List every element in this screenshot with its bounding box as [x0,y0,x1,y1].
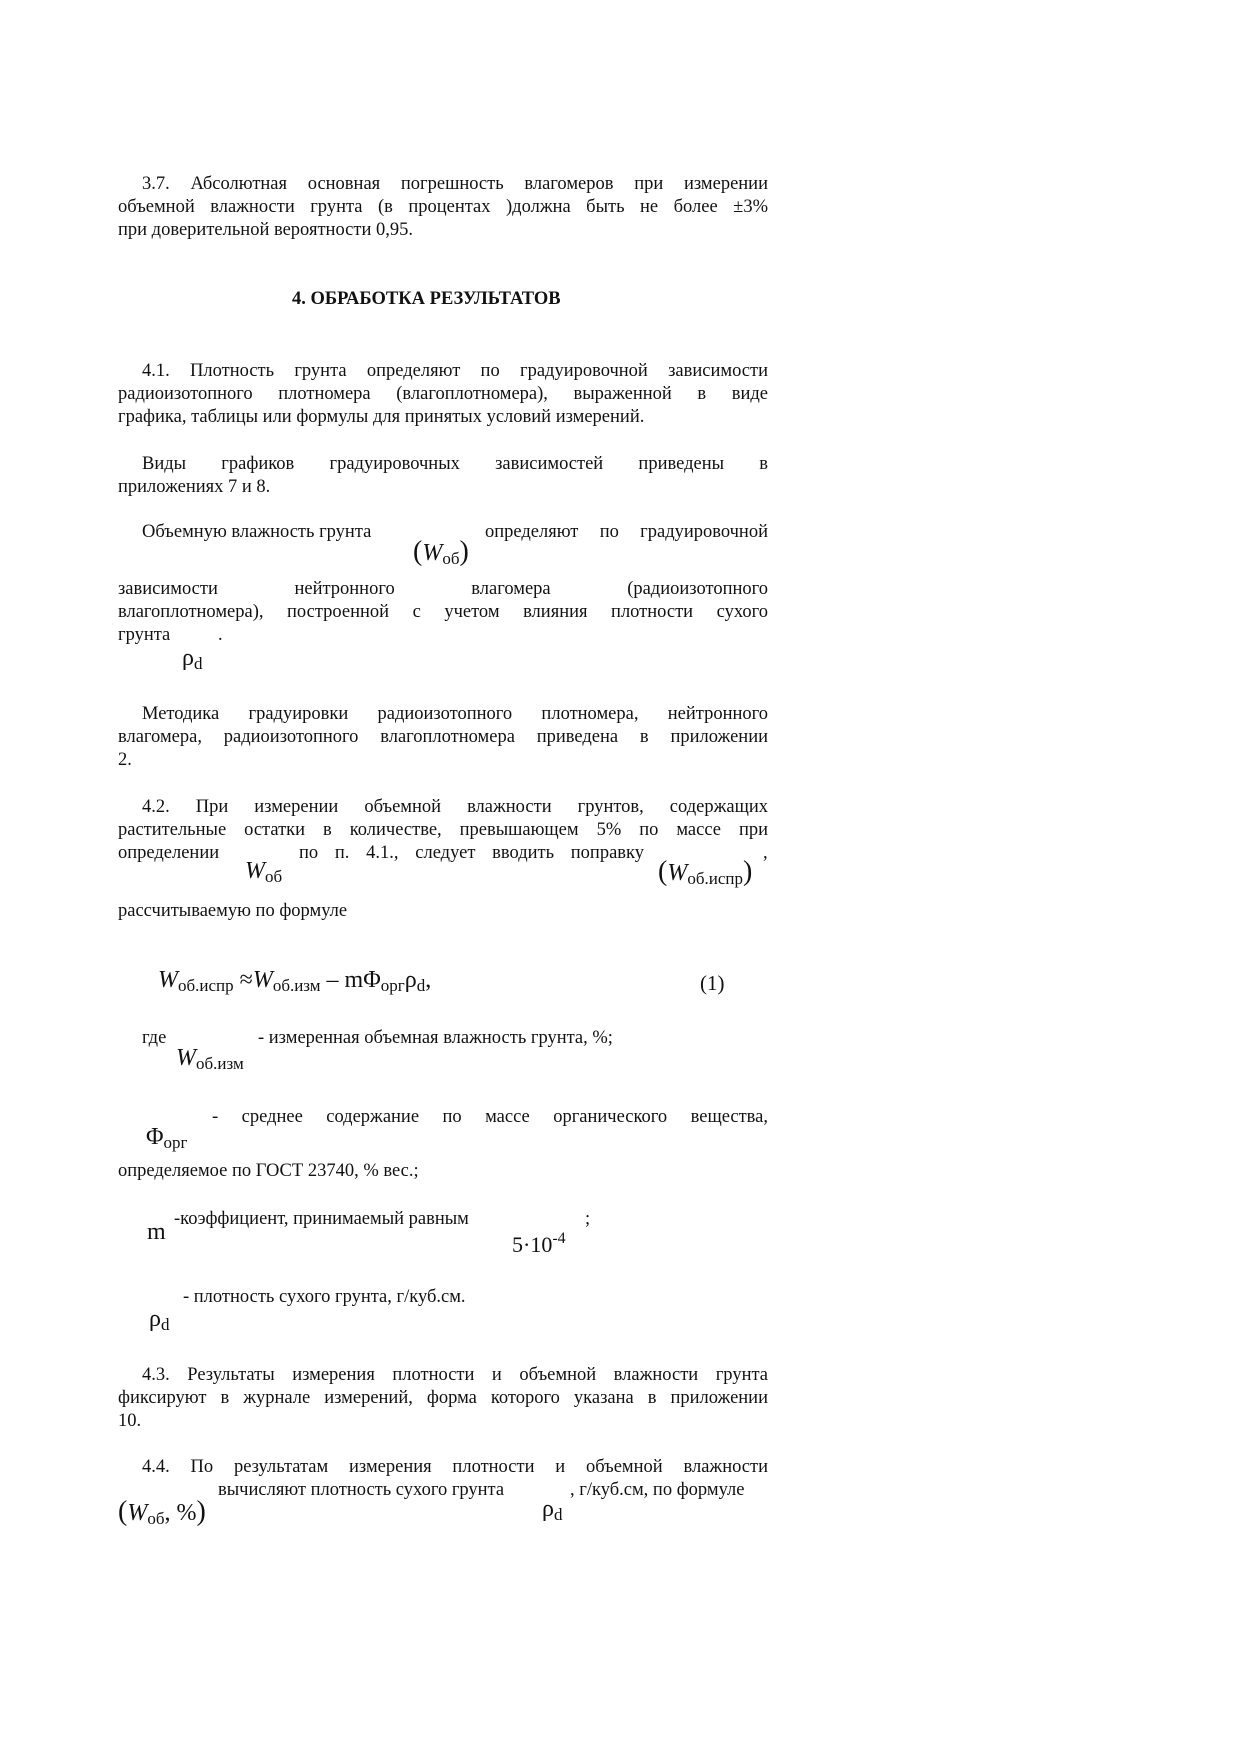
p42-correction-text: по п. 4.1., следует вводить поправку [299,843,644,863]
p44-compute: вычисляют плотность сухого грунта [218,1480,505,1500]
formula-coefficient: $5\cdot 10^{-4}$ [512,1230,566,1257]
formula-w-ob-izm: $W_{об.изм}$ [176,1045,244,1073]
paragraph-4-2: 4.2. При измерении объемной влажности грунтов, содержащих растительные остатки в количестве, превышающем 5% по массе при [118,797,768,840]
definition-w-ob-izm: - измеренная объемная влажность грунта, %; [258,1028,613,1048]
definition-rho-d: - плотность сухого грунта, г/куб.см. [183,1287,466,1307]
period: . [218,625,223,645]
formula-w-ob-ispr: $(W_{об.испр})$ [658,856,753,888]
p42-calculated: рассчитываемую по формуле [118,901,348,921]
p44-formula: , г/куб.см, по формуле [570,1480,745,1500]
paragraph-graph-types: Виды графиков градуировочных зависимостей приведены в приложениях 7 и 8. [118,454,768,497]
formula-phi-org: $\Phi_{орг}$ [146,1124,188,1152]
formula-rho-d-1: $\rho_d$ [182,645,203,673]
semicolon: ; [585,1209,591,1229]
formula-m: m [147,1219,166,1245]
paragraph-4-3: 4.3. Результаты измерения плотности и объемной влажности грунта фиксируют в журнале измерений, форма которого указана в приложении 10. [118,1365,768,1431]
p42-determination: определении [118,843,220,863]
definition-phi-org: - среднее содержание по массе органического вещества, [212,1107,768,1127]
definition-phi-org-gost: определяемое по ГОСТ 23740, % вес.; [118,1161,419,1181]
formula-w-ob: $(W_{об})$ [413,536,469,568]
where-label: где [142,1028,167,1048]
moisture-text-end: определяют по градуировочной [485,522,768,542]
definition-m: -коэффициент, принимаемый равным [174,1209,469,1229]
comma: , [763,843,768,863]
paragraph-3-7: 3.7. Абсолютная основная погрешность влагомеров при измерении объемной влажности грунта (в процентах )должна быть не более ±3% при доверительной вероятности 0,95. [118,174,768,240]
paragraph-4-1: 4.1. Плотность грунта определяют по градуировочной зависимости радиоизотопного плотномера (влагоплотномера), выраженной в виде графика, таблицы или формулы для принятых условий измерений. [118,361,768,427]
paragraph-methodology: Методика градуировки радиоизотопного плотномера, нейтронного влагомера, радиоизотопного влагоплотномера приведена в приложении 2. [118,704,768,770]
formula-rho-d-3: $\rho_d$ [542,1496,563,1524]
formula-rho-d-2: $\rho_d$ [149,1306,170,1334]
section-title: 4. ОБРАБОТКА РЕЗУЛЬТАТОВ [292,289,561,309]
paragraph-4-4: 4.4. По результатам измерения плотности и объемной влажности [142,1457,768,1477]
formula-1: $W_{об.испр} \approx W_{об.изм} - m\Phi_{орг}\rho_d$, [158,967,432,995]
formula-w-ob-2: $W_{об}$ [245,858,283,886]
moisture-text-rest: зависимости нейтронного влагомера (радиоизотопного влагоплотномера), построенной с учетом влияния плотности сухого грунта [118,579,768,645]
moisture-text-start: Объемную влажность грунта [142,522,372,542]
formula-number: (1) [700,971,725,995]
formula-w-ob-pct: ($W_{об}$, %) [118,1496,206,1528]
